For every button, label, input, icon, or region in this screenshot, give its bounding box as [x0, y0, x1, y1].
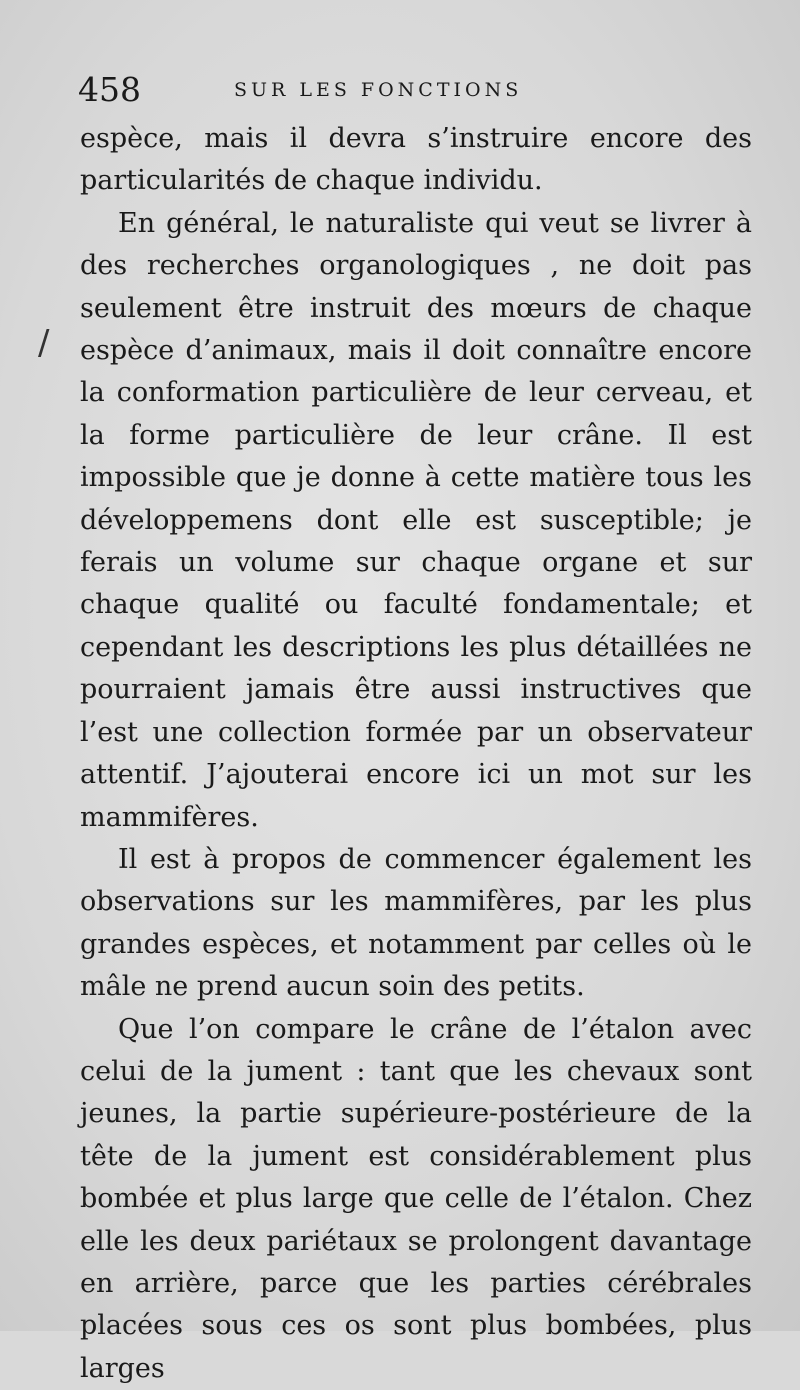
paragraph: En général, le naturaliste qui veut se livrer à des recherches organologiques , ne doit pas seulement être instruit des mœurs de chaque espèce d’animaux, mais il doit connaître encore la conformation particulière de leur cerveau, et la forme particulière de leur crâne. Il est impossible que je donne à cette matière tous les développemens dont elle est susceptible; je ferais un volume sur chaque organe et sur chaque qualité ou faculté fondamentale; et cependant les descriptions les plus détaillées ne pourraient jamais être aussi instructives que l’est une collection formée par un observateur attentif. J’ajouterai encore ici un mot sur les mammifères. — [80, 207, 752, 833]
page-number: 458 — [78, 70, 141, 109]
margin-mark: / — [38, 323, 50, 363]
page-header — [78, 70, 758, 110]
paragraph: Il est à propos de commencer également les observations sur les mammifères, par les plus grandes espèces, et notamment par celles où le mâle ne prend aucun soin des petits. — [80, 843, 752, 1003]
paragraph: Que l’on compare le crâne de l’étalon avec celui de la jument : tant que les chevaux sont jeunes, la partie supérieure-postérieure de la tête de la jument est considérablement plus bombée et plus large que celle de l’étalon. Chez elle les deux pariétaux se prolongent davantage en arrière, parce que les parties cérébrales placées sous ces os sont plus bombées, plus larges — [80, 1013, 752, 1384]
paragraph-continuation: espèce, mais il devra s’instruire encore des particularités de chaque individu. — [80, 123, 752, 197]
running-head: SUR LES FONCTIONS — [234, 79, 523, 101]
body-text — [80, 118, 752, 1390]
